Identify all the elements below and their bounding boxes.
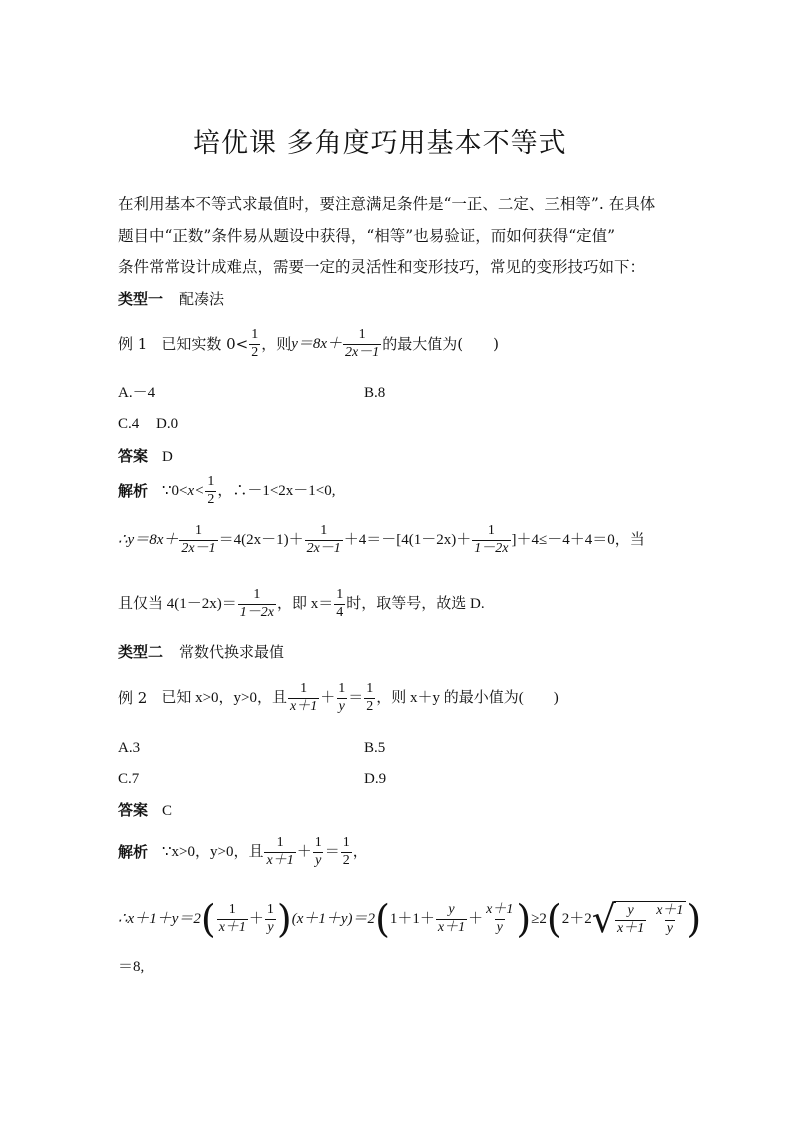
example2-analysis-line-2 [118, 897, 702, 941]
fraction-1-over-2x-1: $\frac{1}{2x-1}$ [181, 523, 216, 556]
analysis-text: ， [352, 843, 368, 860]
answer-label: 答案 [118, 801, 149, 819]
example2-label: 例 2 [118, 688, 148, 707]
fraction-1-over-2x-1: $\frac{1}{2x-1}$ [345, 327, 380, 360]
plus-sign: ＋ [296, 843, 312, 860]
intro-line-3: 条件常常设计成难点，需要一定的灵活性和变形技巧，常见的变形技巧如下： [118, 258, 646, 276]
answer-value: C [162, 803, 173, 819]
fraction-one-half: $\frac{1}{2}$ [251, 327, 259, 360]
analysis-text: 且仅当 4(1－2x)＝ [118, 595, 237, 612]
fraction-1-over-x-plus-1: $\frac{1}{x+1}$ [266, 835, 294, 868]
analysis-text: ≥2 [531, 910, 547, 927]
example2-text-b: ，则 x＋y 的最小值为( ) [376, 689, 559, 706]
fraction-1-over-y: $\frac{1}{y}$ [314, 835, 322, 868]
analysis-text: ]＋4≤－4＋4＝0，当 [511, 531, 645, 548]
fraction-y-over-x-plus-1: $\frac{y}{x+1}$ [437, 901, 466, 935]
analysis-text: 1＋1＋ [389, 910, 435, 927]
type2-name: 常数代换求最值 [179, 643, 285, 661]
analysis-text: 2＋2 [561, 910, 592, 927]
fraction-1-over-y: $\frac{1}{y}$ [338, 681, 346, 714]
type1-heading [118, 292, 224, 307]
type2-heading [118, 645, 284, 660]
page-title: 培优课 多角度巧用基本不等式 [193, 128, 567, 159]
option-d: D.9 [364, 771, 387, 787]
example2-analysis-line-3: ＝8, [118, 959, 145, 975]
equals-sign: ＝ [348, 689, 364, 706]
analysis-text: x< [187, 482, 205, 499]
answer-label: 答案 [118, 447, 149, 465]
fraction-one-half: $\frac{1}{2}$ [207, 474, 215, 507]
intro-line-2: 题目中“正数”条件易从题设中获得，“相等”也易验证，而如何获得“定值” [118, 227, 616, 245]
open-bracket-icon: ( [546, 897, 562, 941]
analysis-text: (x＋1＋y)＝2 [291, 910, 376, 927]
analysis-text: ，即 x＝ [276, 595, 334, 612]
option-c: C.4 [118, 416, 140, 432]
close-bracket-icon: ) [276, 897, 292, 941]
analysis-text: ∴y＝8x＋ [118, 531, 179, 548]
plus-sign: ＋ [320, 689, 336, 706]
equals-sign: ＝ [324, 843, 340, 860]
fraction-x-plus-1-over-y: $\frac{x+1}{y}$ [656, 903, 684, 936]
analysis-label: 解析 [118, 842, 149, 861]
answer-value: D [162, 449, 173, 465]
example1-analysis-line-1 [118, 475, 335, 507]
close-bracket-icon: ) [516, 897, 532, 941]
option-b: B.8 [364, 385, 386, 401]
fraction-y-over-x-plus-1: $\frac{y}{x+1}$ [616, 903, 645, 936]
example1-question [118, 328, 499, 360]
example1-label: 例 1 [118, 334, 148, 353]
type1-label: 类型一 [118, 290, 164, 308]
option-a: A.3 [118, 740, 141, 756]
type1-name: 配凑法 [179, 290, 225, 308]
fraction-one-half: $\frac{1}{2}$ [342, 835, 350, 868]
plus-sign: ＋ [248, 910, 264, 927]
analysis-text: ∵x>0，y>0，且 [162, 843, 264, 860]
example1-y-expr: y＝8x＋ [291, 335, 343, 352]
example1-text-a: 已知实数 0< [161, 334, 249, 353]
fraction-1-over-x-plus-1: $\frac{1}{x+1}$ [289, 681, 318, 714]
option-c: C.7 [118, 771, 140, 787]
fraction-x-plus-1-over-y: $\frac{x+1}{y}$ [486, 901, 514, 935]
open-bracket-icon: ( [200, 897, 216, 941]
fraction-1-over-y: $\frac{1}{y}$ [266, 901, 274, 935]
type2-label: 类型二 [118, 643, 164, 661]
option-b: B.5 [364, 740, 386, 756]
example1-analysis-line-2 [118, 524, 645, 556]
fraction-1-over-2x-1: $\frac{1}{2x-1}$ [306, 523, 341, 556]
option-a: A.－4 [118, 385, 156, 401]
fraction-1-over-1-2x: $\frac{1}{1-2x}$ [239, 587, 274, 620]
example2-text-a: 已知 x>0，y>0，且 [161, 689, 287, 706]
option-d: D.0 [156, 416, 179, 432]
analysis-text: ∵0< [162, 482, 188, 499]
example1-text-b: ，则 [261, 334, 292, 353]
plus-sign: ＋ [468, 910, 484, 927]
intro-line-1: 在利用基本不等式求最值时，要注意满足条件是“一正、二定、三相等”. 在具体 [118, 195, 656, 213]
fraction-1-over-x-plus-1: $\frac{1}{x+1}$ [218, 901, 246, 935]
analysis-label: 解析 [118, 481, 149, 500]
example2-answer [118, 803, 172, 819]
example1-analysis-line-3 [118, 588, 485, 620]
analysis-text: ，∴－1<2x－1<0, [217, 482, 336, 499]
fraction-1-over-1-2x: $\frac{1}{1-2x}$ [474, 523, 509, 556]
fraction-one-half: $\frac{1}{2}$ [366, 681, 374, 714]
analysis-text: ＝4(2x－1)＋ [218, 531, 304, 548]
close-bracket-icon: ) [686, 897, 702, 941]
analysis-text: 时，取等号，故选 D. [346, 595, 485, 612]
example2-question [118, 682, 559, 714]
fraction-one-quarter: $\frac{1}{4}$ [336, 587, 344, 620]
example1-text-c: 的最大值为( ) [382, 334, 499, 353]
open-bracket-icon: ( [375, 897, 390, 941]
example1-answer [118, 449, 173, 465]
square-root-icon: √ $\frac{y}{x+1}$ $\frac{x+1}{y}$ [592, 900, 687, 938]
analysis-text: ＋4＝－[4(1－2x)＋ [343, 531, 472, 548]
example2-analysis-line-1 [118, 836, 368, 868]
analysis-text: ∴x＋1＋y＝2 [118, 910, 201, 927]
